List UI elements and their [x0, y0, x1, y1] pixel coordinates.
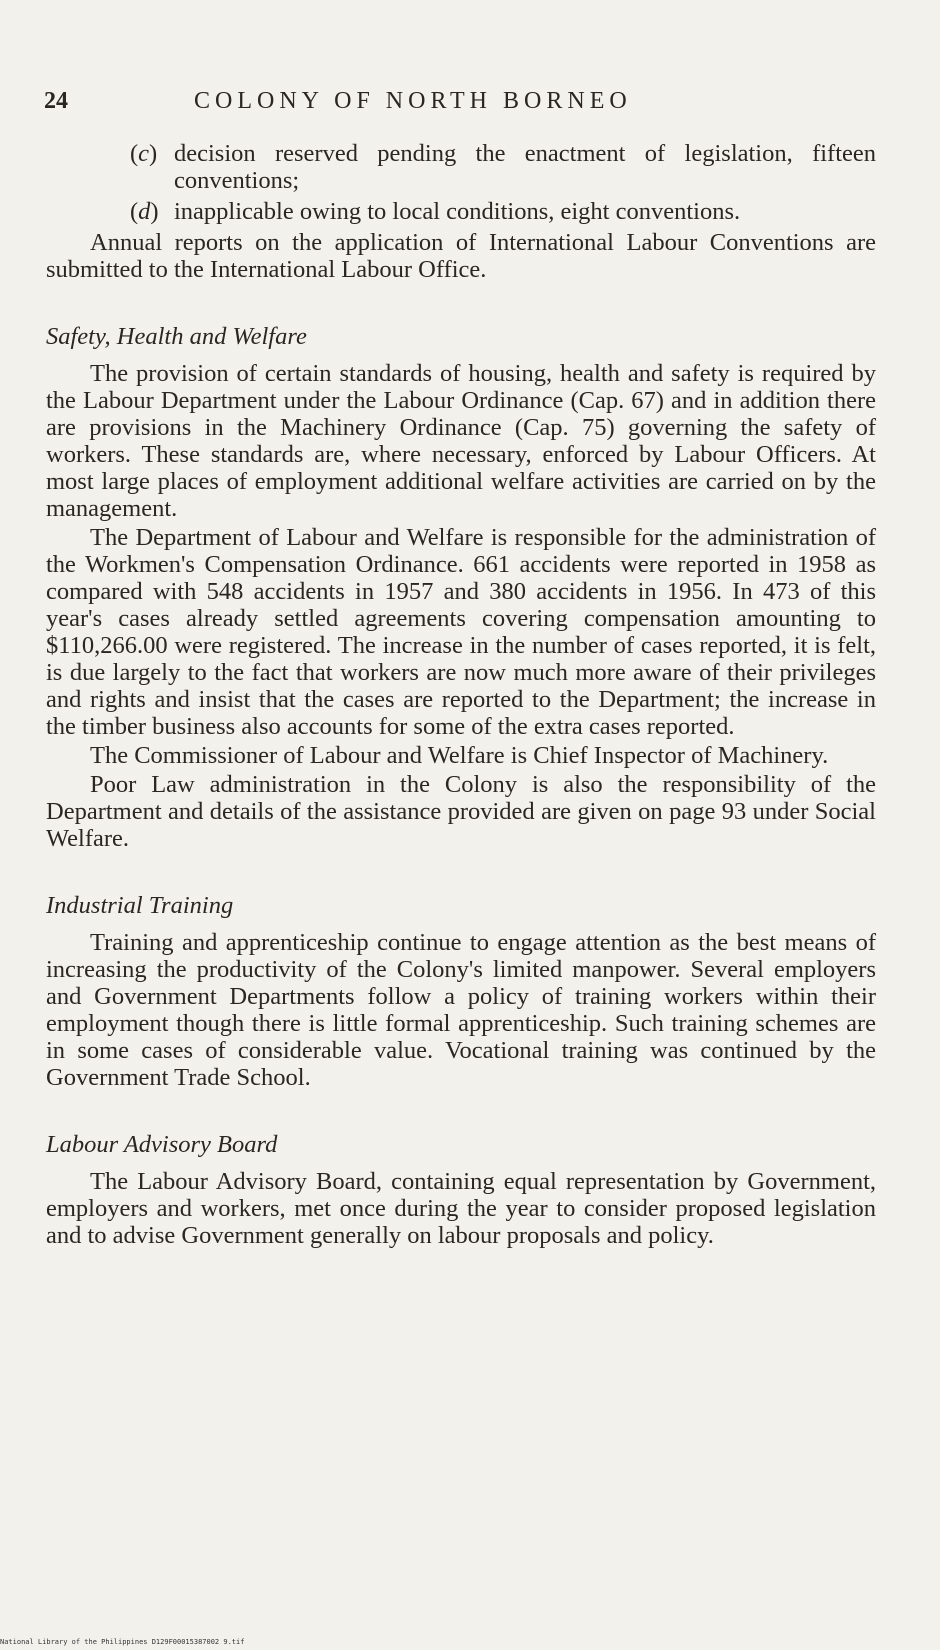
page-body	[46, 140, 876, 1251]
list-item-text: inapplicable owing to local conditions, eight conventions.	[174, 198, 741, 225]
list-item-label: (c)	[130, 140, 158, 167]
section-heading: Labour Advisory Board	[46, 1131, 278, 1158]
page-number: 24	[44, 88, 68, 114]
section-heading: Safety, Health and Welfare	[46, 323, 307, 350]
paragraph: Training and apprenticeship continue to engage attention as the best means of increasing the productivity of the Colony's limited manpower. Several employers and Government Departments follow a policy of training workers within their employment though there is little formal apprenticeship. Such training schemes are in some cases of considerable value. Vocational training was continued by the Government Trade School.	[46, 929, 876, 1091]
list-item-label: (d)	[130, 198, 159, 225]
running-title: COLONY OF NORTH BORNEO	[194, 88, 632, 114]
paragraph: The provision of certain standards of housing, health and safety is required by the Labour Department under the Labour Ordinance (Cap. 67) and in addition there are provisions in the Machinery Ordinance (Cap. 75) governing the safety of workers. These standards are, where necessary, enforced by Labour Officers. At most large places of employment additional welfare activities are carried on by the management.	[46, 360, 876, 522]
list-item	[130, 140, 876, 194]
list-item-letter: d	[138, 198, 151, 225]
paragraph: Poor Law administration in the Colony is also the responsibility of the Department and details of the assistance provided are given on page 93 under Social Welfare.	[46, 771, 876, 852]
list-item	[130, 198, 876, 225]
paragraph: Annual reports on the application of International Labour Conventions are submitted to the International Labour Office.	[46, 229, 876, 283]
paragraph: The Labour Advisory Board, containing equal representation by Government, employers and workers, met once during the year to consider proposed legislation and to advise Government generally on labour proposals and policy.	[46, 1168, 876, 1249]
paragraph: The Department of Labour and Welfare is responsible for the administration of the Workmen's Compensation Ordinance. 661 accidents were reported in 1958 as compared with 548 accidents in 1957 and 380 accidents in 1956. In 473 of this year's cases already settled agreements covering compensation amounting to $110,266.00 were registered. The increase in the number of cases reported, it is felt, is due largely to the fact that workers are now much more aware of their privileges and rights and insist that the cases are reported to the Department; the increase in the timber business also accounts for some of the extra cases reported.	[46, 524, 876, 740]
section-heading: Industrial Training	[46, 892, 234, 919]
scan-footer: National Library of the Philippines D129F00015387002 9.tif	[0, 1638, 245, 1646]
list-item-letter: c	[138, 140, 150, 167]
paragraph: The Commissioner of Labour and Welfare is Chief Inspector of Machinery.	[90, 742, 829, 769]
list-item-text: decision reserved pending the enactment of legislation, fifteen conventions;	[174, 140, 876, 194]
running-header	[44, 88, 744, 115]
